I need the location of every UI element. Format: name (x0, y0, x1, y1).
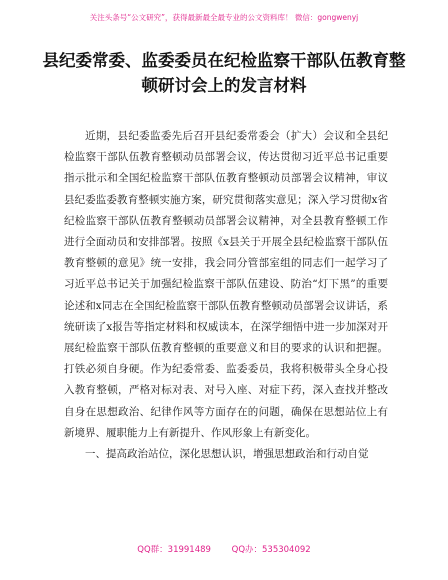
paragraph-1: 近期，县纪委监委先后召开县纪委常委会（扩大）会议和全县纪检监察干部队伍教育整顿动员部署会议，传达贯彻习近平总书记重要指示批示和全国纪检监察干部队伍教育整顿动员部署会议精神，审议县纪委监委教育整顿实施方案，研究贯彻落实意见；深入学习贯彻x省纪检监察干部队伍教育整顿动员部署会议精神，对全县教育整顿工作进行全面动员和安排部署。按照《x县关于开展全县纪检监察干部队伍教育整顿的意见》统一安排，我会同分管部室组的同志们一起学习了习近平总书记关于加强纪检监察干部队伍建设、防治“灯下黑”的重要论述和x同志在全国纪检监察干部队伍教育整顿动员部署会议讲话，系统研读了x报告等指定材料和权威读本，在深学细悟中进一步加深对开展纪检监察干部队伍教育整顿的重要意义和目的要求的认识和把握。打铁必须自身硬。作为纪委常委、监委委员，我将积极带头全身心投入教育整顿，严格对标对表、对号入座、对症下药，深入查找并整改自身在思想政治、纪律作风等方面存在的问题，确保在思想站位上有新境界、履职能力上有新提升、作风形象上有新变化。 (64, 130, 388, 439)
footer-qq-office: QQ办：535304092 (231, 545, 311, 555)
paragraph-2-heading: 一、提高政治站位，深化思想认识，增强思想政治和行动自觉 (85, 448, 369, 461)
document-body (64, 126, 388, 465)
document-title: 县纪委常委、监委委员在纪检监察干部队伍教育整顿研讨会上的发言材料 (42, 51, 406, 95)
header-banner: 关注头条号“公文研究”，获得最新最全最专业的公文资料库！ 微信：gongwenyj (89, 13, 359, 22)
footer-contacts (0, 543, 448, 555)
footer-qq-group: QQ群：31991489 (137, 545, 211, 555)
